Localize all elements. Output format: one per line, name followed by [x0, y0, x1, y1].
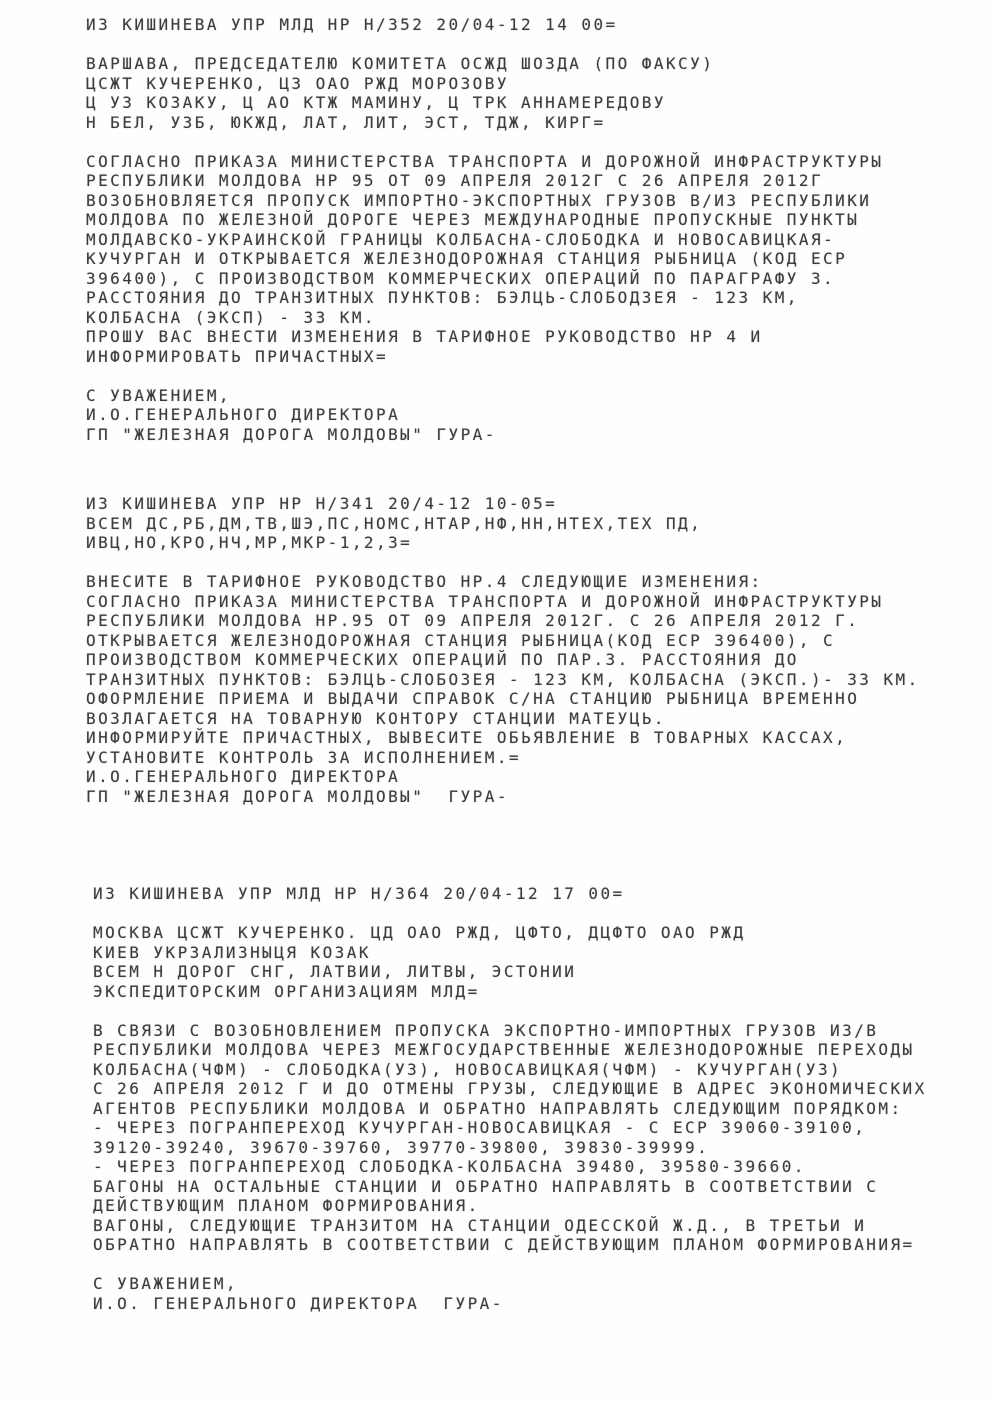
text-line: КОЛБАСНА (ЭКСП) - 33 КМ. [86, 307, 376, 327]
text-line: ПРОИЗВОДСТВОМ КОММЕРЧЕСКИХ ОПЕРАЦИЙ ПО ПАР.3. РАССТОЯНИЯ ДО [86, 650, 799, 669]
text-line: И.О.ГЕНЕРАЛЬНОГО ДИРЕКТОРА [86, 405, 401, 424]
telegram-3-header: ИЗ КИШИНЕВА УПР МЛД НР Н/364 20/04-12 17 00= [93, 884, 625, 903]
text-line: 396400), С ПРОИЗВОДСТВОМ КОММЕРЧЕСКИХ ОПЕРАЦИЙ ПО ПАРАГРАФУ 3. [86, 268, 836, 288]
telegram-3-address-block [93, 923, 992, 1001]
telegram-3 [93, 884, 992, 1313]
telegram-1-header: ИЗ КИШИНЕВА УПР МЛД НР Н/352 20/04-12 14 00= [86, 15, 618, 34]
text-line: ПРОШУ ВАС ВНЕСТИ ИЗМЕНЕНИЯ В ТАРИФНОЕ РУКОВОДСТВО НР 4 И [86, 327, 763, 346]
text-line: ОФОРМЛЕНИЕ ПРИЕМА И ВЫДАЧИ СПРАВОК С/НА СТАНЦИЮ РЫБНИЦА ВРЕМЕННО [86, 689, 860, 708]
telegram-1-address-block [86, 54, 992, 132]
text-line: ВАРШАВА, ПРЕДСЕДАТЕЛЮ КОМИТЕТА ОСЖД ШОЗДА (ПО ФАКСУ) [86, 54, 715, 73]
text-line: ДЕЙСТВУЮЩИМ ПЛАНОМ ФОРМИРОВАНИЯ. [93, 1196, 480, 1215]
telegram-1-signature-block [86, 386, 992, 445]
text-line: С УВАЖЕНИЕМ, [86, 385, 231, 405]
text-line: КУЧУРГАН И ОТКРЫВАЕТСЯ ЖЕЛЕЗНОДОРОЖНАЯ СТАНЦИЯ РЫБНИЦА (КОД ЕСР [86, 249, 848, 268]
text-line: ТРАНЗИТНЫХ ПУНКТОВ: БЭЛЦЬ-СЛОБОЗЕЯ - 123 КМ, КОЛБАСНА (ЭКСП.)- 33 КМ. [86, 669, 920, 689]
text-line: В СВЯЗИ С ВОЗОБНОВЛЕНИЕМ ПРОПУСКА ЭКСПОРТНО-ИМПОРТНЫХ ГРУЗОВ ИЗ/В [93, 1020, 879, 1040]
text-line: ВАГОНЫ, СЛЕДУЮЩИЕ ТРАНЗИТОМ НА СТАНЦИИ ОДЕССКОЙ Ж.Д., В ТРЕТЬИ И [93, 1215, 867, 1235]
text-line: ИНФОРМИРОВАТЬ ПРИЧАСТНЫХ= [86, 346, 389, 366]
text-line: МОСКВА ЦСЖТ КУЧЕРЕНКО. ЦД ОАО РЖД, ЦФТО, ДЦФТО ОАО РЖД [93, 923, 746, 942]
text-line: ОТКРЫВАЕТСЯ ЖЕЛЕЗНОДОРОЖНАЯ СТАНЦИЯ РЫБНИЦА(КОД ЕСР 396400), С [86, 630, 836, 650]
text-line: ВОЗОБНОВЛЯЕТСЯ ПРОПУСК ИМПОРТНО-ЭКСПОРТНЫХ ГРУЗОВ В/ИЗ РЕСПУБЛИКИ [86, 190, 872, 210]
telegram-1-body-block [86, 152, 992, 367]
text-line: ВСЕМ Н ДОРОГ СНГ, ЛАТВИИ, ЛИТВЫ, ЭСТОНИИ [93, 962, 577, 981]
text-line: СОГЛАСНО ПРИКАЗА МИНИСТЕРСТВА ТРАНСПОРТА И ДОРОЖНОЙ ИНФРАСТРУКТУРЫ [86, 151, 884, 171]
text-line: 39120-39240, 39670-39760, 39770-39800, 39830-39999. [93, 1137, 710, 1157]
text-line: - ЧЕРЕЗ ПОГРАНПЕРЕХОД СЛОБОДКА-КОЛБАСНА 39480, 39580-39660. [93, 1157, 806, 1176]
text-line: МОЛДОВА ПО ЖЕЛЕЗНОЙ ДОРОГЕ ЧЕРЕЗ МЕЖДУНАРОДНЫЕ ПРОПУСКНЫЕ ПУНКТЫ [86, 210, 860, 229]
text-line: Ц УЗ КОЗАКУ, Ц АО КТЖ МАМИНУ, Ц ТРК АННАМЕРЕДОВУ [86, 93, 666, 112]
telegram-3-body-block [93, 1021, 992, 1255]
telegram-2-address-block [86, 514, 992, 553]
text-line: ОБРАТНО НАПРАВЛЯТЬ В СООТВЕТСТВИИ С ДЕЙСТВУЮЩИМ ПЛАНОМ ФОРМИРОВАНИЯ= [93, 1235, 915, 1254]
text-line: БАГОНЫ НА ОСТАЛЬНЫЕ СТАНЦИИ И ОБРАТНО НАПРАВЛЯТЬ В СООТВЕТСТВИИ С [93, 1176, 879, 1196]
text-line: ЭКСПЕДИТОРСКИМ ОРГАНИЗАЦИЯМ МЛД= [93, 981, 480, 1001]
text-line: ВСЕМ ДС,РБ,ДМ,ТВ,ШЭ,ПС,НОМС,НТАР,НФ,НН,НТЕХ,ТЕХ ПД, [86, 513, 703, 533]
telegram-2-signature-block [86, 767, 992, 806]
text-line: РАССТОЯНИЯ ДО ТРАНЗИТНЫХ ПУНКТОВ: БЭЛЦЬ-СЛОБОДЗЕЯ - 123 КМ, [86, 288, 799, 307]
text-line: ГП "ЖЕЛЕЗНАЯ ДОРОГА МОЛДОВЫ" ГУРА- [86, 424, 497, 444]
text-line: МОЛДАВСКО-УКРАИНСКОЙ ГРАНИЦЫ КОЛБАСНА-СЛОБОДКА И НОВОСАВИЦКАЯ- [86, 229, 836, 249]
telegram-1 [86, 15, 992, 444]
text-line: ГП "ЖЕЛЕЗНАЯ ДОРОГА МОЛДОВЫ" ГУРА- [86, 786, 509, 806]
text-line: КИЕВ УКРЗАЛИЗНЫЦЯ КОЗАК [93, 942, 371, 962]
text-line: СОГЛАСНО ПРИКАЗА МИНИСТЕРСТВА ТРАНСПОРТА И ДОРОЖНОЙ ИНФРАСТРУКТУРЫ [86, 591, 884, 611]
text-line: ВОЗЛАГАЕТСЯ НА ТОВАРНУЮ КОНТОРУ СТАНЦИИ МАТЕУЦЬ. [86, 708, 666, 728]
text-line: УСТАНОВИТЕ КОНТРОЛЬ ЗА ИСПОЛНЕНИЕМ.= [86, 747, 521, 767]
text-line: РЕСПУБЛИКИ МОЛДОВА НР.95 ОТ 09 АПРЕЛЯ 2012Г. С 26 АПРЕЛЯ 2012 Г. [86, 611, 860, 630]
text-line: ИНФОРМИРУЙТЕ ПРИЧАСТНЫХ, ВЫВЕСИТЕ ОБЬЯВЛЕНИЕ В ТОВАРНЫХ КАССАХ, [86, 728, 848, 747]
text-line: И.О. ГЕНЕРАЛЬНОГО ДИРЕКТОРА ГУРА- [93, 1293, 504, 1313]
text-line: АГЕНТОВ РЕСПУБЛИКИ МОЛДОВА И ОБРАТНО НАПРАВЛЯТЬ СЛЕДУЮЩИМ ПОРЯДКОМ: [93, 1098, 903, 1118]
text-line: КОЛБАСНА(ЧФМ) - СЛОБОДКА(УЗ), НОВОСАВИЦКАЯ(ЧФМ) - КУЧУРГАН(УЗ) [93, 1059, 843, 1079]
text-line: С 26 АПРЕЛЯ 2012 Г И ДО ОТМЕНЫ ГРУЗЫ, СЛЕДУЮЩИЕ В АДРЕС ЭКОНОМИЧЕСКИХ [93, 1079, 927, 1098]
telegram-2 [86, 494, 992, 806]
telegram-3-signature-block [93, 1274, 992, 1313]
text-line: РЕСПУБЛИКИ МОЛДОВА НР 95 ОТ 09 АПРЕЛЯ 2012Г С 26 АПРЕЛЯ 2012Г [86, 171, 824, 190]
text-line: ИВЦ,НО,КРО,НЧ,МР,МКР-1,2,3= [86, 533, 413, 552]
text-line: Н БЕЛ, УЗБ, ЮКЖД, ЛАТ, ЛИТ, ЭСТ, ТДЖ, КИРГ= [86, 112, 606, 132]
text-line: И.О.ГЕНЕРАЛЬНОГО ДИРЕКТОРА [86, 767, 401, 786]
telegram-2-header: ИЗ КИШИНЕВА УПР НР Н/341 20/4-12 10-05= [86, 494, 558, 513]
text-line: ЦСЖТ КУЧЕРЕНКО, ЦЗ ОАО РЖД МОРОЗОВУ [86, 73, 509, 93]
text-line: С УВАЖЕНИЕМ, [93, 1274, 238, 1293]
text-line: ВНЕСИТЕ В ТАРИФНОЕ РУКОВОДСТВО НР.4 СЛЕДУЮЩИЕ ИЗМЕНЕНИЯ: [86, 572, 763, 591]
telegram-2-body-block [86, 572, 992, 767]
text-line: - ЧЕРЕЗ ПОГРАНПЕРЕХОД КУЧУРГАН-НОВОСАВИЦКАЯ - С ЕСР 39060-39100, [93, 1118, 867, 1137]
text-line: РЕСПУБЛИКИ МОЛДОВА ЧЕРЕЗ МЕЖГОСУДАРСТВЕННЫЕ ЖЕЛЕЗНОДОРОЖНЫЕ ПЕРЕХОДЫ [93, 1040, 915, 1059]
